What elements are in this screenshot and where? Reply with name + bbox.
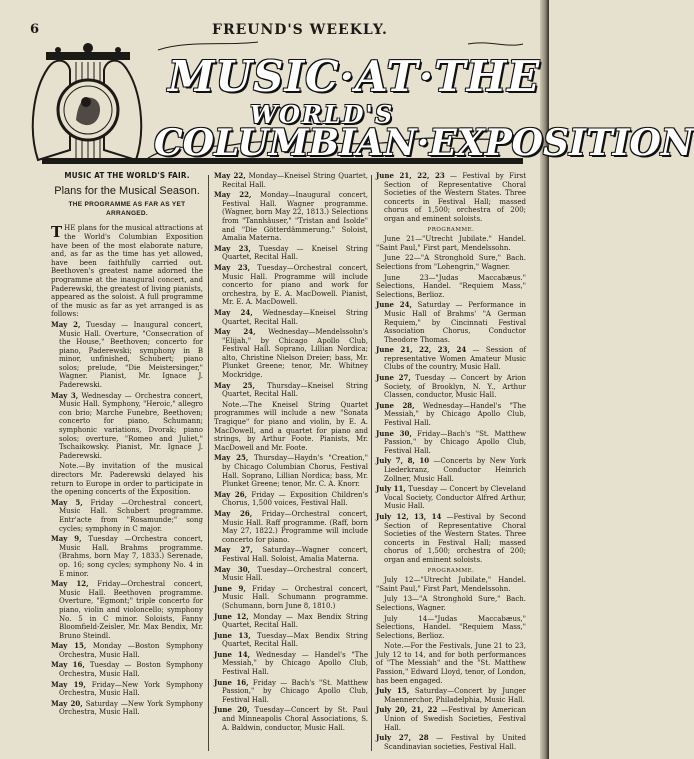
banner-line-2: WORLD'S bbox=[250, 100, 395, 129]
drop-cap: T bbox=[51, 223, 63, 242]
entry-text: Monday —Boston Symphony Orchestra, Music Hall. bbox=[59, 642, 203, 659]
running-head: FREUND'S WEEKLY. bbox=[212, 22, 388, 38]
entry-text: Wednesday—Kneisel String Quartet, Recital Hall. bbox=[222, 308, 368, 326]
entry-text: Thursday—Kneisel String Quartet, Recital Hall. bbox=[222, 381, 369, 399]
entry-date: May 22, bbox=[214, 171, 246, 180]
entry-text: Tuesday—Max Bendix String Quartet, Recital Hall. bbox=[222, 631, 368, 649]
entry-date: May 27, bbox=[214, 545, 253, 555]
entry-text: — Session of representative Women Amateur Music Clubs of the country, Music Hall. bbox=[384, 346, 526, 372]
entry-text: Friday —Orchestral concert, Music Hall. Schubert programme. Entr'acte from "Rosamunde;" song cycles; symphony in C major. bbox=[59, 498, 203, 533]
schedule-entry bbox=[51, 535, 203, 578]
entry-date: June 12, bbox=[214, 611, 249, 621]
entry-date: May 30, bbox=[214, 564, 251, 574]
masthead-banner bbox=[28, 40, 694, 165]
column-rule-1 bbox=[208, 175, 209, 751]
schedule-entry bbox=[376, 706, 526, 732]
entry-text: Friday — Exposition Children's Chorus, 1,500 voices, Festival Hall. bbox=[222, 490, 368, 508]
entry-date: June 24, bbox=[376, 300, 412, 310]
entry-text: Tuesday — Concert by Arion Society, of Brooklyn, N. Y., Arthur Classen, conductor, Music Hall. bbox=[384, 374, 526, 400]
page-number: 6 bbox=[30, 22, 40, 37]
entry-date: July 20, 21, 22 bbox=[376, 705, 438, 715]
entry-date: June 21, 22, 23 bbox=[376, 171, 445, 180]
schedule-entry bbox=[376, 457, 526, 483]
entry-date: May 24, bbox=[214, 327, 256, 337]
article-intro bbox=[51, 224, 203, 319]
entry-date: July 7, 8, 10 bbox=[376, 456, 430, 466]
schedule-entry bbox=[376, 513, 526, 565]
intro-text: HE plans for the musical attractions at the World's Columbian Exposition have been of the most elaborate nature, and, as far as the time has yet allowed, have been faithfully carried out. Beethoven's greatest name adorned the programme at the inaugural concert, and Paderewski, the greatest of living pianists, appeared as the soloist. A full programme of the music as far as yet arranged is as follows: bbox=[51, 224, 203, 319]
entry-text: Monday—Inaugural concert, Festival Hall. Wagner programme. (Wagner, born May 22, 1813.) Selections from "Tannhäuser," "Tristan and Isolde" and "Die Götterdämmerung." Soloist, Amalia Materna. bbox=[222, 191, 369, 243]
entry-date: May 12, bbox=[51, 579, 89, 589]
entry-text: Tuesday —Orchestra concert, Music Hall. Brahms programme. (Brahms, born May 7, 1833.) Serenade, op. 16; song cycles; symphony No. 4 in E minor. bbox=[59, 535, 203, 578]
entry-text: Tuesday — Concert by Cleveland Vocal Society, Conductor Alfred Arthur, Music Hall. bbox=[384, 485, 526, 511]
schedule-entry bbox=[376, 734, 526, 751]
entry-text: Thursday—Haydn's "Creation," by Chicago Columbian Chorus, Festival Hall. Soprano, Lillian Nordica; bass, Mr. Plunket Greene; tenor, Mr. C. A. Knorr. bbox=[222, 454, 368, 489]
entry-date: June 13, bbox=[214, 630, 251, 640]
entry-date: June 27, bbox=[376, 373, 411, 383]
entry-date: July 12, 13, 14 bbox=[376, 511, 442, 521]
entry-date: May 25, bbox=[214, 380, 255, 390]
schedule-entry bbox=[214, 566, 368, 583]
column-2 bbox=[214, 172, 368, 734]
entry-date: June 21, 22, 23, 24 bbox=[376, 345, 467, 355]
schedule-entry bbox=[376, 301, 526, 344]
schedule-entry bbox=[51, 392, 203, 461]
schedule-entry bbox=[51, 642, 203, 659]
programme-line: July 13—"A Stronghold Sure," Bach. Selections, Wagner. bbox=[376, 595, 526, 612]
entry-date: May 2, bbox=[51, 319, 81, 329]
schedule-entry bbox=[51, 661, 203, 678]
entry-date: June 20, bbox=[214, 705, 250, 715]
schedule-entry bbox=[376, 374, 526, 400]
entry-text: Wednesday — Orchestra concert, Music Hall. Symphony, "Heroic," allegro con brio; Marche Funebre, Beethoven; concerto for piano, Schumann; symphonic variations, Dvorak; piano solos; overture, "Romeo and Juliet," Tschaikowsky. Pianist, Mr. Ignace J. Paderewski. bbox=[59, 391, 203, 460]
schedule-entry bbox=[214, 245, 368, 262]
entry-date: May 3, bbox=[51, 390, 79, 400]
entry-date: May 24, bbox=[214, 307, 253, 317]
schedule-entry bbox=[214, 651, 368, 677]
entry-text: Saturday — Performance in Music Hall of Brahms' "A German Requiem," by Cincinnati Festival Association Chorus, Conductor Theodore Thomas. bbox=[384, 301, 527, 344]
schedule-entry bbox=[214, 382, 368, 399]
entry-text: Tuesday — Kneisel String Quartet, Recital Hall. bbox=[222, 244, 369, 262]
entry-text: —Festival by Second Section of Representative Choral Societies of the Western States. Three concerts in Festival Hall; massed chorus of 1,500; orchestra of 200; organ and eminent soloists. bbox=[384, 512, 526, 564]
schedule-entry bbox=[214, 454, 368, 488]
entry-text: Saturday—Concert by Junger Maennerchor, Philadelphia, Music Hall. bbox=[384, 687, 526, 704]
column-1 bbox=[51, 172, 203, 719]
entry-date: June 9, bbox=[214, 583, 246, 593]
programme-line: July 12—"Utrecht Jubilate," Handel. "Saint Paul," First Part, Mendelssohn. bbox=[376, 576, 526, 593]
entry-date: June 30, bbox=[376, 428, 412, 438]
article-title: MUSIC AT THE WORLD'S FAIR. bbox=[64, 171, 190, 180]
programme-line: June 22—"A Stronghold Sure," Bach. Selections from "Lohengrin," Wagner. bbox=[376, 254, 526, 271]
entry-date: May 20, bbox=[51, 698, 83, 708]
column-3 bbox=[376, 172, 526, 753]
entry-text: Wednesday — Handel's "The Messiah," by Chicago Apollo Club, Festival Hall. bbox=[222, 650, 368, 677]
entry-date: May 16, bbox=[51, 660, 85, 670]
banner-line-1: MUSIC·AT·THE bbox=[168, 52, 541, 101]
schedule-entry bbox=[214, 309, 368, 326]
schedule-entry bbox=[376, 430, 526, 456]
article-caps-title: THE PROGRAMME AS FAR AS YET ARRANGED. bbox=[68, 201, 186, 217]
schedule-entry bbox=[51, 580, 203, 640]
entry-text: — Festival by United Scandinavian societies, Festival Hall. bbox=[384, 734, 527, 751]
schedule-entry bbox=[214, 510, 368, 544]
entry-date: May 23, bbox=[214, 262, 251, 272]
entry-text: Tuesday—Orchestral concert, Music Hall. Programme will include concerto for piano and work for orchestra, by E. A. MacDowell. Pianist, Mr. E. A. MacDowell. bbox=[222, 263, 368, 307]
entry-date: May 23, bbox=[214, 243, 251, 253]
schedule-entry bbox=[51, 321, 203, 390]
entry-text: Friday — Orchestral concert, Music Hall. Schumann programme. (Schumann, born June 8, 1810.) bbox=[222, 584, 368, 610]
entry-date: May 25, bbox=[214, 453, 249, 463]
entry-date: May 5, bbox=[51, 497, 83, 507]
schedule-entry bbox=[376, 485, 526, 511]
entry-text: —Concerts by New York Liederkranz, Conductor Heinrich Zollner, Music Hall. bbox=[384, 457, 526, 483]
entry-date: July 15, bbox=[376, 686, 410, 696]
article-subtitle: Plans for the Musical Season. bbox=[54, 184, 200, 197]
entry-date: May 26, bbox=[214, 508, 253, 518]
entry-text: — Festival by First Section of Representative Choral Societies of the Western States. Three concerts in Festival Hall; massed chorus of 1,500; orchestra of 200; organ and eminent soloists. bbox=[384, 172, 527, 223]
schedule-entry bbox=[51, 499, 203, 533]
schedule-entry bbox=[376, 687, 526, 704]
schedule-entry bbox=[214, 172, 368, 189]
schedule-entry bbox=[214, 632, 368, 649]
programme-line: June 23—"Judas Maccabæus." Selections, Handel. "Requiem Mass," Selections, Berlioz. bbox=[376, 273, 526, 299]
schedule-entry bbox=[51, 700, 203, 717]
entry-text: Friday—New York Symphony Orchestra, Music Hall. bbox=[59, 680, 203, 698]
entry-text: Friday—Bach's "St. Matthew Passion," by Chicago Apollo Club, Festival Hall. bbox=[384, 429, 527, 455]
entry-date: May 22, bbox=[214, 190, 252, 200]
entry-text: Friday — Bach's "St. Matthew Passion," by Chicago Apollo Club, Festival Hall. bbox=[222, 678, 368, 704]
note-paragraph: Note.—For the Festivals, June 21 to 23, July 12 to 14, and for both performances of "The Messiah" and the "St. Matthew Passion," Edward Lloyd, tenor, of London, has been engaged. bbox=[376, 642, 526, 685]
column-rule-2 bbox=[371, 175, 372, 751]
schedule-list-3 bbox=[376, 172, 526, 751]
schedule-entry bbox=[214, 264, 368, 307]
schedule-entry bbox=[214, 491, 368, 508]
banner-line-3: COLUMBIAN·EXPOSITION bbox=[154, 122, 694, 164]
entry-text: Tuesday—Orchestral concert, Music Hall. bbox=[222, 565, 368, 583]
entry-text: —Festival by American Union of Swedish Societies, Festival Hall. bbox=[384, 706, 526, 732]
entry-date: May 15, bbox=[51, 641, 87, 651]
programme-heading: PROGRAMME. bbox=[427, 226, 475, 233]
entry-text: Tuesday — Inaugural concert, Music Hall. Overture, "Consecration of the House," Beethoven; concerto for piano, Paderewski; symphony in B minor, unfinished, Schubert; piano solos; prelude, "Die Meistersinger," Wagner. Pianist, Mr. Ignace J. Paderewski. bbox=[59, 320, 203, 390]
entry-text: Saturday —New York Symphony Orchestra, Music Hall. bbox=[59, 699, 203, 717]
schedule-entry bbox=[214, 546, 368, 563]
schedule-entry bbox=[214, 585, 368, 611]
note-paragraph: Note.—The Kneisel String Quartet programmes will include a new "Sonata Tragique" for piano and violin, by E. A. MacDowell, and a quartet for piano and strings, by Arthur Foote. Pianists, Mr. MacDowell and Mr. Foote. bbox=[214, 400, 368, 452]
schedule-entry bbox=[214, 679, 368, 705]
schedule-entry bbox=[376, 172, 526, 224]
entry-date: May 9, bbox=[51, 534, 82, 544]
schedule-entry bbox=[376, 346, 526, 372]
entry-text: Friday—Orchestral concert, Music Hall. Raff programme. (Raff, born May 27, 1822.) Programme will include concerto for piano. bbox=[222, 509, 368, 544]
entry-date: May 19, bbox=[51, 679, 86, 689]
entry-date: May 26, bbox=[214, 489, 248, 499]
schedule-list-2 bbox=[214, 172, 368, 732]
entry-text: Wednesday—Mendelssohn's "Elijah," by Chicago Apollo Club, Festival Hall. Soprano, Lillian Nordica; alto, Christine Nielson Dreier; bass, Mr. Plunket Greene; tenor, Mr. Whitney Mockridge. bbox=[222, 328, 368, 380]
entry-text: Monday—Kneisel String Quartet, Recital Hall. bbox=[222, 172, 368, 189]
entry-date: July 11, bbox=[376, 484, 406, 494]
entry-date: July 27, 28 bbox=[376, 733, 429, 743]
programme-line: June 21—"Utrecht Jubilate." Handel. "Saint Paul," First part, Mendelssohn. bbox=[376, 235, 526, 252]
note-paragraph: Note.—By invitation of the musical directors Mr. Paderewski delayed his return to Europe in order to participate in the opening concerts of the Exposition. bbox=[51, 462, 203, 497]
programme-line: July 14—"Judas Maccabæus," Selections, Handel. "Requiem Mass," Selections, Berlioz. bbox=[376, 614, 526, 640]
entry-text: Monday — Max Bendix String Quartet, Recital Hall. bbox=[222, 612, 369, 630]
entry-date: June 16, bbox=[214, 677, 249, 687]
schedule-entry bbox=[214, 613, 368, 630]
entry-date: June 14, bbox=[214, 649, 251, 659]
schedule-entry bbox=[214, 706, 368, 732]
page-edge-shadow bbox=[540, 0, 549, 759]
schedule-entry bbox=[214, 191, 368, 243]
entry-text: Wednesday—Handel's "The Messiah," by Chicago Apollo Club, Festival Hall. bbox=[384, 401, 526, 428]
programme-heading: PROGRAMME. bbox=[427, 567, 475, 574]
schedule-entry bbox=[376, 402, 526, 428]
schedule-list-1 bbox=[51, 321, 203, 717]
entry-text: Tuesday—Concert by St. Paul and Minneapolis Choral Associations, S. A. Baldwin, conductor, Music Hall. bbox=[222, 706, 368, 732]
schedule-entry bbox=[214, 328, 368, 380]
entry-text: Saturday—Wagner concert, Festival Hall. Soloist, Amalia Materna. bbox=[222, 546, 368, 563]
entry-date: June 28, bbox=[376, 400, 415, 410]
entry-text: Tuesday — Boston Symphony Orchestra, Music Hall. bbox=[59, 661, 203, 679]
entry-text: Friday—Orchestral concert, Music Hall. Beethoven programme. Overture, "Egmont;" triple concerto for piano, violin and violoncello; symphony No. 5 in C minor. Soloists, Fanny Bloomfield-Zeisler, Mr. Max Bendix, Mr. Bruno Steindl. bbox=[59, 580, 203, 640]
schedule-entry bbox=[51, 681, 203, 698]
